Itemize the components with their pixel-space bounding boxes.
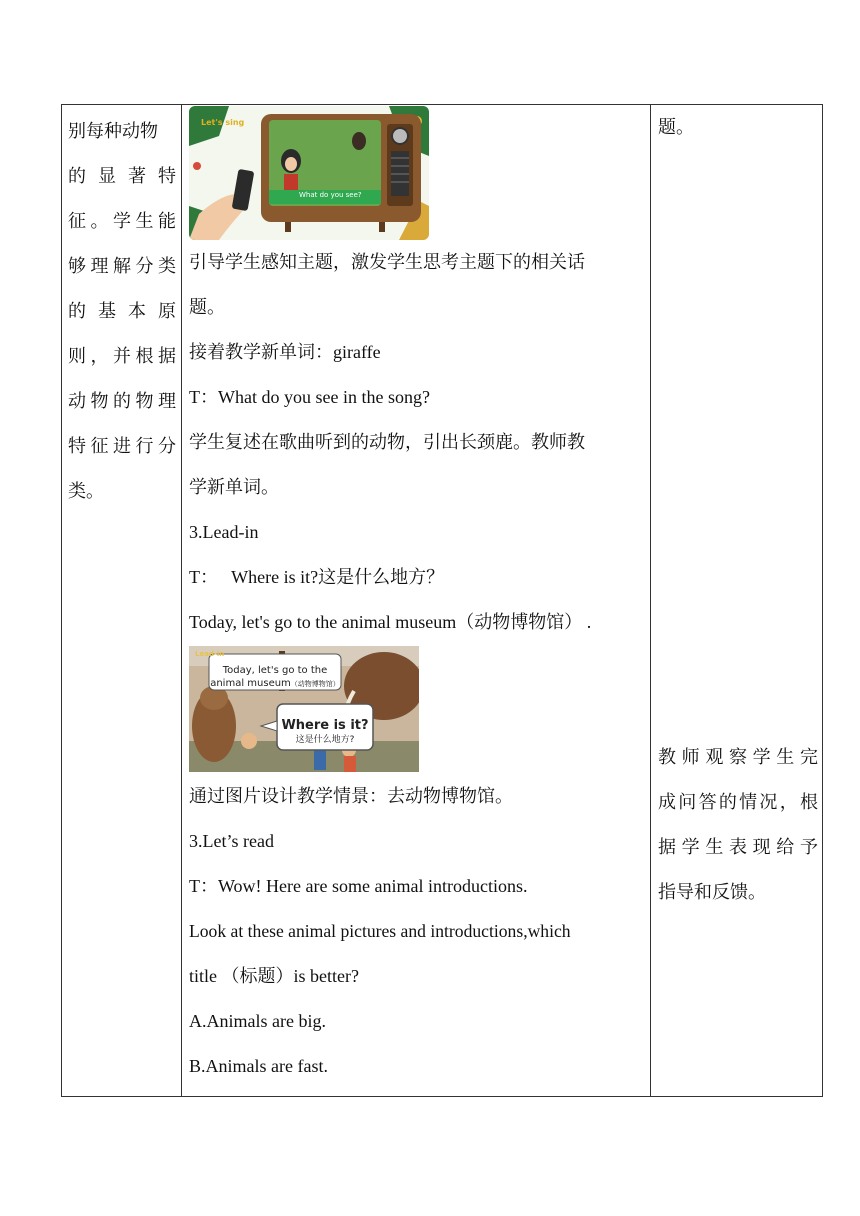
feedback-line: 成 问 答 的 情 况 ， 根 [658, 792, 818, 813]
look-line1: Look at these animal pictures and introductions,which [189, 921, 571, 941]
column-divider [181, 105, 182, 1096]
look-line2: title （标题）is better? [189, 966, 359, 986]
bubble-line2 [209, 677, 341, 691]
where-bubble-en: Where is it? [281, 718, 369, 733]
objective-cell [68, 109, 176, 514]
objective-line: 征 。 学 生 能 [68, 211, 176, 232]
objective-line: 的 显 著 特 [68, 166, 176, 187]
new-word-line: 接着教学新单词：giraffe [189, 342, 381, 362]
lesson-table [61, 104, 823, 1097]
teacher-where: T： Where is it?这是什么地方？ [189, 567, 445, 587]
objective-line: 动 物 的 物 理 [68, 391, 176, 412]
assessment-cell [658, 105, 818, 903]
objective-line: 则 ， 并 根 据 [68, 346, 176, 367]
lead-in-image [189, 646, 419, 772]
scene-line: 通过图片设计教学情景：去动物博物馆。 [189, 786, 513, 806]
lets-sing-image [189, 106, 429, 240]
where-bubble-cn: 这是什么地方? [295, 735, 355, 745]
objective-line: 够 理 解 分 类 [68, 256, 176, 277]
bubble-museum: animal museum [210, 678, 291, 689]
feedback-line: 指导和反馈。 [658, 882, 766, 903]
objective-line: 特 征 进 行 分 [68, 436, 176, 457]
bubble-museum-cn: （动物博物馆） [290, 680, 340, 688]
procedure-cell [189, 105, 644, 1089]
guide-text-line1: 引导学生感知主题，激发学生思考主题下的相关话 [189, 252, 585, 272]
leadin-heading: 3.Lead-in [189, 522, 259, 542]
lets-sing-tag: Let's sing [201, 118, 245, 127]
objective-line: 的 基 本 原 [68, 301, 176, 322]
retell-line1: 学生复述在歌曲听到的动物，引出长颈鹿。教师教 [189, 432, 585, 452]
feedback-block [658, 735, 818, 915]
teacher-question: T：What do you see in the song? [189, 387, 430, 407]
song-caption: What do you see? [299, 191, 362, 199]
option-a: A.Animals are big. [189, 1011, 326, 1031]
retell-line2: 学新单词。 [189, 477, 279, 497]
lead-in-tag: Lead-in [195, 650, 225, 658]
guide-text-line2: 题。 [189, 297, 225, 317]
column-divider [650, 105, 651, 1096]
bubble-line1: Today, let's go to the [222, 665, 328, 676]
assessment-top: 题。 [658, 117, 694, 138]
feedback-line: 教 师 观 察 学 生 完 [658, 747, 818, 768]
where-bubble [277, 718, 373, 746]
lets-read-heading: 3.Let’s read [189, 831, 274, 851]
today-line: Today, let's go to the animal museum（动物博物馆） . [189, 612, 592, 632]
objective-line: 类。 [68, 481, 104, 502]
objective-line: 别每种动物 [68, 121, 158, 142]
feedback-line: 据 学 生 表 现 给 予 [658, 837, 818, 858]
option-b: B.Animals are fast. [189, 1056, 328, 1076]
teacher-wow: T：Wow! Here are some animal introductions. [189, 876, 528, 896]
museum-bubble [209, 664, 341, 691]
